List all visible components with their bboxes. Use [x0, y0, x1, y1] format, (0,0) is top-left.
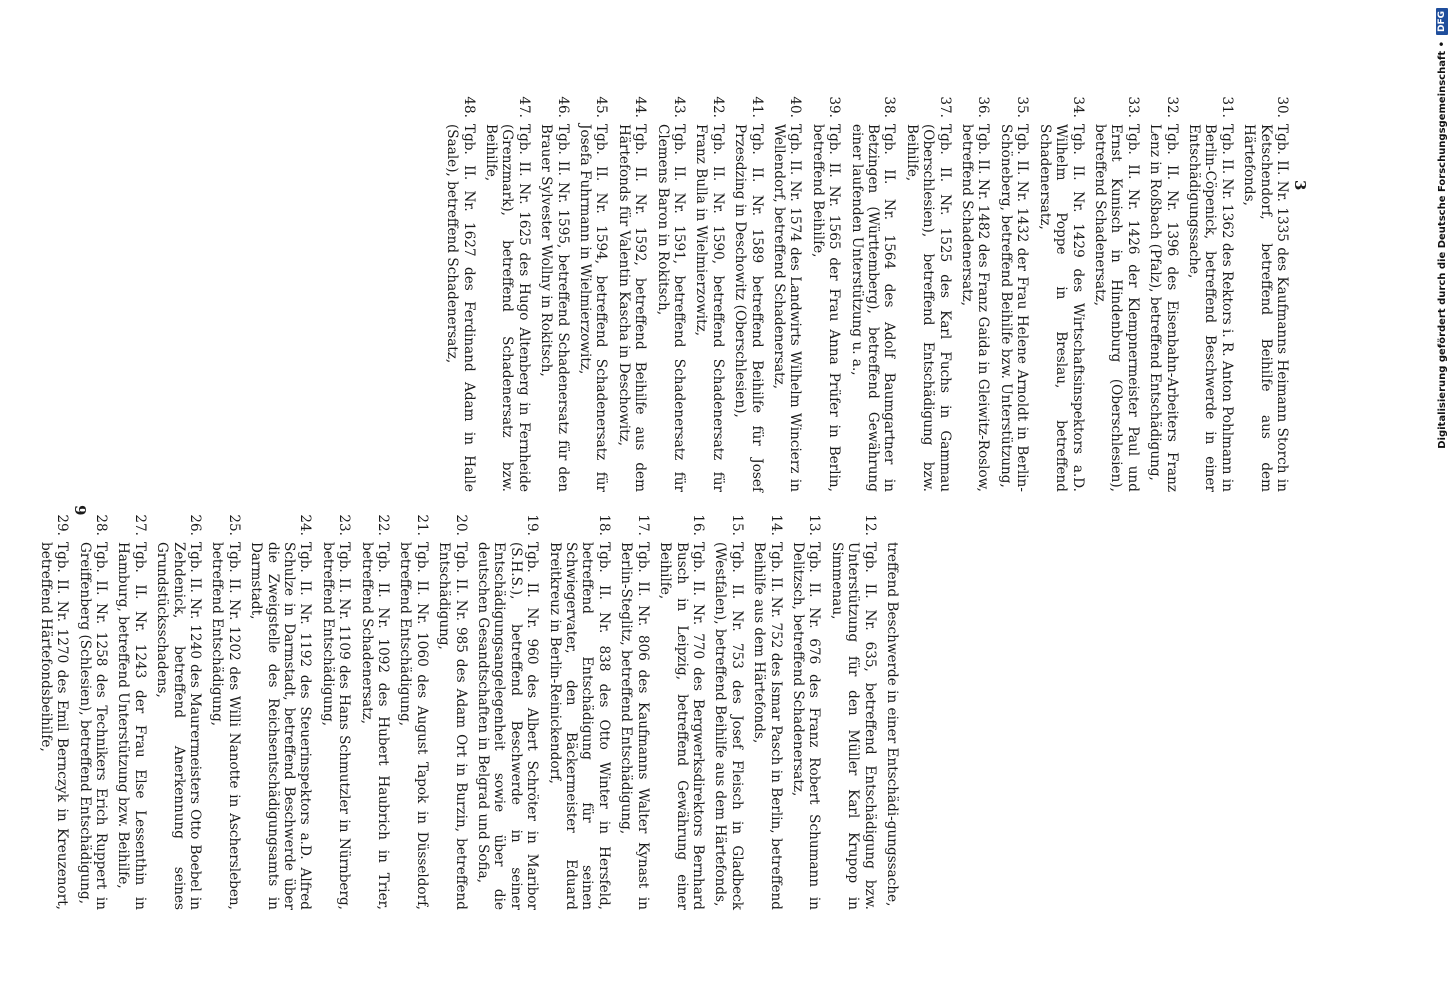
- entry-text: Tgb. II. Nr. 635, betreffend Entschädigung bzw. Unterstützung für den Müller Karl Krupop in Simmenau,: [828, 542, 878, 910]
- entry-number: 42.: [709, 96, 726, 118]
- list-item: [444, 92, 477, 492]
- list-item: [209, 510, 242, 910]
- entry-text: Tgb. II. Nr. 753 des Josef Fleisch in Gladbeck (Westfalen), betreffend Beihilfe aus dem Härtefonds,: [712, 542, 745, 910]
- entry-number: 35.: [1014, 96, 1031, 118]
- entry-number: 34.: [1069, 96, 1086, 118]
- entry-text: Tgb. II. Nr. 1594, betreffend Schadenersatz für Josefa Fuhrmann in Wielmierzowitz,: [576, 124, 610, 492]
- entry-number: 12.: [861, 514, 878, 536]
- entry-number: 21.: [413, 514, 430, 536]
- entry-number: 16.: [689, 514, 706, 536]
- entry-text: treffend Beschwerde in einer Entschädi-gungssache,: [884, 542, 900, 907]
- list-item: [76, 510, 109, 910]
- list-item: [154, 510, 203, 910]
- page-number-right: 3: [1291, 180, 1309, 191]
- list-item: [615, 92, 648, 492]
- entry-text: Tgb. II. Nr. 1625 des Hugo Altenberg in Fernheide (Grenzmark), betreffend Schadenersatz bzw. Beihilfe,: [482, 124, 532, 492]
- dfg-logo-icon: DFG: [1436, 8, 1448, 35]
- list-item: [475, 510, 541, 910]
- entry-number: 48.: [460, 96, 477, 118]
- entry-number: 32.: [1163, 96, 1180, 118]
- page-column-left: [31, 510, 900, 910]
- entry-text: Tgb. II. Nr. 1396 des Eisenbahn-Arbeiters Franz Lenz in Roßbach (Pfalz), betreffend Entschädigung,: [1147, 124, 1180, 492]
- entry-text: Tgb. II. Nr. 1595, betreffend Schadenersatz für den Brauer Sylvester Wollny in Rokitsch,: [538, 124, 571, 492]
- list-item: [828, 510, 877, 910]
- entry-text: Tgb. II. Nr. 1564 des Adolf Baumgartner in Betzingen (Württemberg), betreffend Gewährung einer laufenden Unterstützung u. a.,: [848, 124, 898, 492]
- list-item: [998, 92, 1031, 492]
- entry-text: Tgb. II. Nr. 1202 des Willi Nanotte in Aschersleben, betreffend Entschädigung,: [209, 542, 242, 910]
- entry-number: 43.: [671, 96, 687, 118]
- list-item: [1092, 92, 1141, 492]
- entry-text: Tgb. II. Nr. 1092 des Hubert Haubrich in Trier, betreffend Schadenersatz,: [358, 542, 392, 910]
- list-item: [693, 92, 726, 492]
- entry-text: Tgb. II. Nr. 1565 der Frau Anna Prüfer in Berlin, betreffend Beihilfe,: [809, 124, 843, 492]
- entry-number: 37.: [936, 96, 953, 118]
- list-item: [751, 510, 784, 910]
- entry-number: 24.: [297, 514, 314, 536]
- entry-number: 30.: [1274, 96, 1290, 118]
- notice-text: Digitalisierung gefördert durch die Deutsche Forschungsgemeinschaft •: [1436, 41, 1448, 449]
- entry-number: 45.: [593, 96, 610, 118]
- entry-number: 41.: [748, 96, 765, 118]
- entry-number: 14.: [767, 514, 784, 536]
- list-item: [712, 510, 745, 910]
- list-item: [37, 510, 70, 910]
- entry-text: Tgb. II. Nr. 1060 des August Tapok in Düsseldorf, betreffend Entschädigung,: [397, 542, 430, 910]
- entry-text: Tgb. II. Nr. 752 des Ismar Pasch in Berlin, betreffend Beihilfe aus dem Härtefonds,: [751, 542, 784, 910]
- entry-number: 29.: [54, 514, 71, 536]
- list-item: [809, 92, 842, 492]
- list-item: [732, 92, 765, 492]
- entry-number: 33.: [1124, 96, 1141, 118]
- entry-number: 27.: [131, 514, 148, 536]
- entry-number: 13.: [806, 514, 823, 536]
- entry-text: Tgb. II. Nr. 1592, betreffend Beihilfe aus dem Härtefonds für Valentin Kascha in Deschowitz,: [615, 124, 649, 492]
- entry-text: Tgb. II. Nr. 838 des Otto Winter in Hersfeld, betreffend Entschädigung für seinen Schwiegervater, den Bäckermeister Eduard Breitkreuz in Berlin-Reinickendorf,: [546, 542, 612, 910]
- list-item: [358, 510, 391, 910]
- entry-text: Tgb. II. Nr. 1258 des Technikers Erich Ruppert in Greiffenberg (Schlesien), betreffend Entschädigung,: [76, 542, 109, 910]
- page-column-right: [438, 92, 1290, 492]
- entry-text: Tgb. II. Nr. 676 des Franz Robert Schumann in Delitzsch, betreffend Schadenersatz,: [789, 542, 823, 910]
- entry-number: 22.: [375, 514, 392, 536]
- entry-text: Tgb. II. Nr. 770 des Bergwerksdirektors Bernhard Busch in Leipzig, betreffend Gewährung einer Beihilfe,: [657, 542, 706, 910]
- list-item: [654, 92, 687, 492]
- entry-number: 18.: [595, 514, 612, 536]
- list-item: [397, 510, 430, 910]
- entry-text: Tgb. II. Nr. 1574 des Landwirts Wilhelm Wincierz in Wellendorf, betreffend Schadenersatz,: [771, 124, 804, 492]
- page-number-left: 9: [71, 505, 89, 516]
- list-item: [538, 92, 571, 492]
- entry-text: Tgb. II. Nr. 1426 der Klempnermeister Paul und Ernst Kunisch in Hindenburg (Oberschlesien), betreffend Schadenersatz,: [1091, 124, 1141, 492]
- entry-text: Tgb. II. Nr. 1525 des Karl Fuchs in Gammau (Oberschlesien), betreffend Entschädigung bzw. Beihilfe,: [903, 124, 953, 492]
- entry-number: 15.: [728, 514, 745, 536]
- entry-text: Tgb. II. Nr. 1270 des Emil Bernczyk in Kreuzenort, betreffend Härtefondsbeihilfe,: [37, 542, 71, 910]
- entry-number: 40.: [787, 96, 804, 118]
- list-item: [483, 92, 532, 492]
- entry-text: Tgb. II. Nr. 960 des Albert Schröter in Maribor (S.H.S.), betreffend Beschwerde in seiner Entschädigungsangelegenheit sowie über die deutschen Gesandtschaften in Belgrad und Sofia,: [475, 542, 541, 910]
- entry-text: Tgb. II. Nr. 1589 betreffend Beihilfe für Josef Przesdzing in Deschowitz (Oberschlesien),: [732, 124, 765, 492]
- list-item: [577, 92, 610, 492]
- entry-text: Tgb. II. Nr. 1109 des Hans Schmutzler in Nürnberg, betreffend Entschädigung,: [319, 542, 353, 910]
- list-item: [959, 92, 992, 492]
- entry-text: Tgb. II. Nr. 1192 des Steuerinspektors a.D. Alfred Schulze in Darmstadt, betreffend Beschwerde über die Zweigstelle des Reichsentschädigungsamts in Darmstadt,: [248, 542, 314, 910]
- list-item: [248, 510, 314, 910]
- entry-number: 25.: [225, 514, 242, 536]
- entry-text: Tgb. II. Nr. 1591, betreffend Schadenersatz für Clemens Baron in Rokitsch,: [654, 124, 687, 492]
- list-item: [790, 510, 823, 910]
- entry-text: Tgb. II. Nr. 1335 des Kaufmanns Heimann Storch in Ketschendorf, betreffend Beihilfe aus dem Härtefonds,: [1241, 124, 1290, 492]
- entry-text: Tgb. II. Nr. 1243 der Frau Else Lessenthin in Hamburg, betreffend Unterstützung bzw. Beihilfe,: [115, 542, 148, 910]
- list-item: [884, 510, 900, 910]
- entry-text: Tgb. II. Nr. 1240 des Maurermeisters Otto Boebel in Zehdenick, betreffend Anerkennung seines Grundstücksschadens,: [154, 542, 203, 910]
- list-item: [319, 510, 352, 910]
- entry-number: 17.: [634, 514, 651, 536]
- list-item: [848, 92, 897, 492]
- list-item: [115, 510, 148, 910]
- list-item: [618, 510, 651, 910]
- entry-number: 28.: [92, 514, 109, 536]
- list-item: [436, 510, 469, 910]
- entry-number: 36.: [975, 96, 992, 118]
- digitization-notice: [1418, 8, 1448, 998]
- list-item: [903, 92, 952, 492]
- entry-number: 26.: [186, 514, 203, 536]
- entry-number: 44.: [632, 96, 649, 118]
- entry-number: 23.: [336, 514, 353, 536]
- entry-number: 46.: [554, 96, 571, 118]
- list-item: [1241, 92, 1290, 492]
- entry-text: Tgb. II. Nr. 1627 des Ferdinand Adam in Halle (Saale), betreffend Schadenersatz,: [444, 124, 477, 492]
- entry-text: Tgb. II. Nr. 1482 des Franz Gaida in Gleiwitz-Roslow, betreffend Schadenersatz,: [959, 124, 992, 492]
- list-item: [1186, 92, 1235, 492]
- entry-number: 47.: [515, 96, 532, 118]
- entry-text: Tgb. II. Nr. 1429 des Wirtschaftsinspektors a.D. Wilhelm Poppe in Breslau, betreffend Schadenersatz,: [1036, 124, 1086, 492]
- list-item: [1036, 92, 1085, 492]
- entry-text: Tgb. II. Nr. 1362 des Rektors i. R. Anton Pohlmann in Berlin-Cöpenick, betreffend Beschwerde in einer Entschädigungssache,: [1185, 124, 1235, 492]
- entry-number: 39.: [826, 96, 843, 118]
- entry-number: 19.: [524, 514, 541, 536]
- entry-number: 38.: [881, 96, 898, 118]
- entry-number: 31.: [1218, 96, 1235, 118]
- entry-text: Tgb. II. Nr. 1432 der Frau Helene Arnoldt in Berlin-Schöneberg, betreffend Beihilfe bzw. Unterstützung,: [997, 124, 1031, 492]
- list-item: [546, 510, 612, 910]
- entry-text: Tgb. II. Nr. 1590, betreffend Schadenersatz für Franz Bulla in Wielmierzowitz,: [693, 124, 726, 492]
- list-item: [657, 510, 706, 910]
- list-item: [1147, 92, 1180, 492]
- entry-number: 20.: [452, 514, 469, 536]
- entry-text: Tgb. II. Nr. 806 des Kaufmanns Walter Kynast in Berlin-Steglitz, betreffend Entschädigung,: [618, 542, 651, 910]
- entry-text: Tgb. II. Nr. 985 des Adam Ort in Burzin, betreffend Entschädigung,: [436, 542, 469, 910]
- list-item: [771, 92, 804, 492]
